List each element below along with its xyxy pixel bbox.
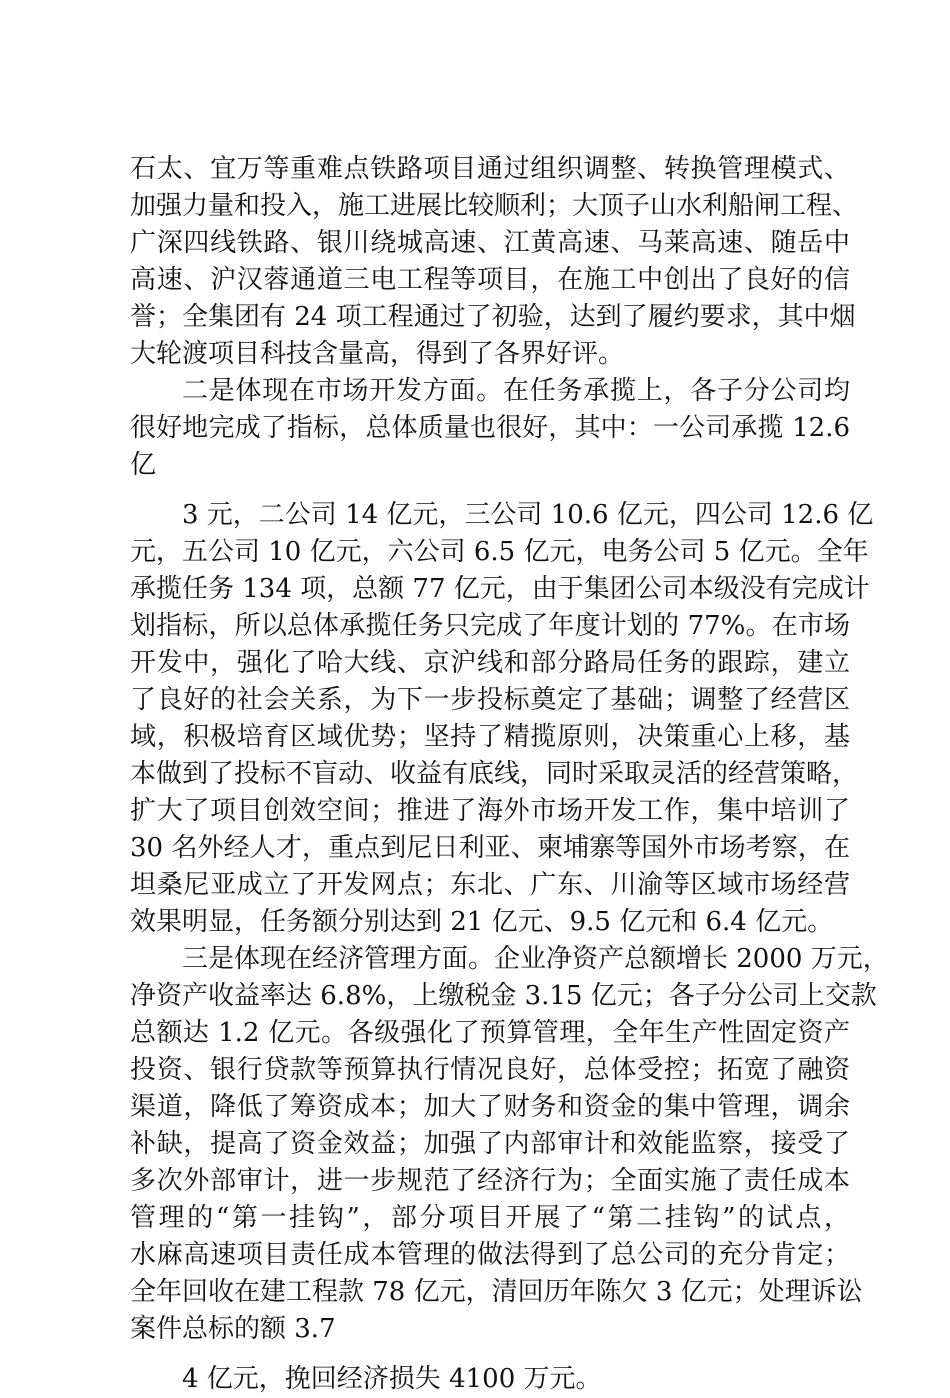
text-line: 本做到了投标不盲动、收益有底线，同时采取灵活的经营策略， <box>130 759 859 789</box>
text-line: 亿 <box>130 450 157 480</box>
text-line: 广深四线铁路、银川绕城高速、江黄高速、马莱高速、随岳中 <box>130 228 850 258</box>
text-line: 划指标，所以总体承揽任务只完成了年度计划的 77%。在市场 <box>130 611 850 641</box>
text-line: 全年回收在建工程款 78 亿元，清回历年陈欠 3 亿元；处理诉讼 <box>130 1277 863 1307</box>
text-line: 渠道，降低了筹资成本；加大了财务和资金的集中管理，调余 <box>130 1092 850 1122</box>
text-line: 很好地完成了指标，总体质量也很好，其中：一公司承揽 12.6 <box>130 413 850 443</box>
text-line: 案件总标的额 3.7 <box>130 1314 336 1344</box>
paragraph-start-line: 4 亿元，挽回经济损失 4100 万元。 <box>182 1364 602 1394</box>
text-line: 加强力量和投入，施工进展比较顺利；大顶子山水利船闸工程、 <box>130 191 859 221</box>
text-line: 开发中，强化了哈大线、京沪线和部分路局任务的跟踪，建立 <box>130 648 850 678</box>
text-line: 总额达 1.2 亿元。各级强化了预算管理，全年生产性固定资产 <box>130 1018 850 1048</box>
body-text <box>130 151 889 1398</box>
text-line: 元，五公司 10 亿元，六公司 6.5 亿元，电务公司 5 亿元。全年 <box>130 537 869 567</box>
text-line: 坦桑尼亚成立了开发网点；东北、广东、川渝等区域市场经营 <box>130 870 850 900</box>
text-line: 补缺，提高了资金效益；加强了内部审计和效能监察，接受了 <box>130 1129 850 1159</box>
text-line: 多次外部审计，进一步规范了经济行为；全面实施了责任成本 <box>130 1166 850 1196</box>
text-line: 管理的“第一挂钩”，部分项目开展了“第二挂钩”的试点， <box>130 1203 850 1233</box>
text-line: 净资产收益率达 6.8%，上缴税金 3.15 亿元；各子分公司上交款 <box>130 981 877 1011</box>
text-line: 扩大了项目创效空间；推进了海外市场开发工作，集中培训了 <box>130 796 850 826</box>
text-line: 石太、宜万等重难点铁路项目通过组织调整、转换管理模式、 <box>130 154 850 184</box>
text-line: 投资、银行贷款等预算执行情况良好，总体受控；拓宽了融资 <box>130 1055 850 1085</box>
text-line: 誉；全集团有 24 项工程通过了初验，达到了履约要求，其中烟 <box>130 302 856 332</box>
text-line: 域，积极培育区域优势；坚持了精揽原则，决策重心上移，基 <box>130 722 850 752</box>
text-line: 了良好的社会关系，为下一步投标奠定了基础；调整了经营区 <box>130 685 850 715</box>
paragraph-start-line: 三是体现在经济管理方面。企业净资产总额增长 2000 万元， <box>182 944 889 974</box>
text-line: 效果明显，任务额分别达到 21 亿元、9.5 亿元和 6.4 亿元。 <box>130 907 834 937</box>
text-line: 水麻高速项目责任成本管理的做法得到了总公司的充分肯定； <box>130 1240 850 1270</box>
text-line: 大轮渡项目科技含量高，得到了各界好评。 <box>130 339 625 369</box>
paragraph-start-line: 3 元，二公司 14 亿元，三公司 10.6 亿元，四公司 12.6 亿 <box>182 500 874 530</box>
paragraph-start-line: 二是体现在市场开发方面。在任务承揽上，各子分公司均 <box>182 376 850 406</box>
text-line: 30 名外经人才，重点到尼日利亚、柬埔寨等国外市场考察，在 <box>130 833 850 863</box>
text-line: 高速、沪汉蓉通道三电工程等项目，在施工中创出了良好的信 <box>130 265 850 295</box>
text-line: 承揽任务 134 项，总额 77 亿元，由于集团公司本级没有完成计 <box>130 574 870 604</box>
